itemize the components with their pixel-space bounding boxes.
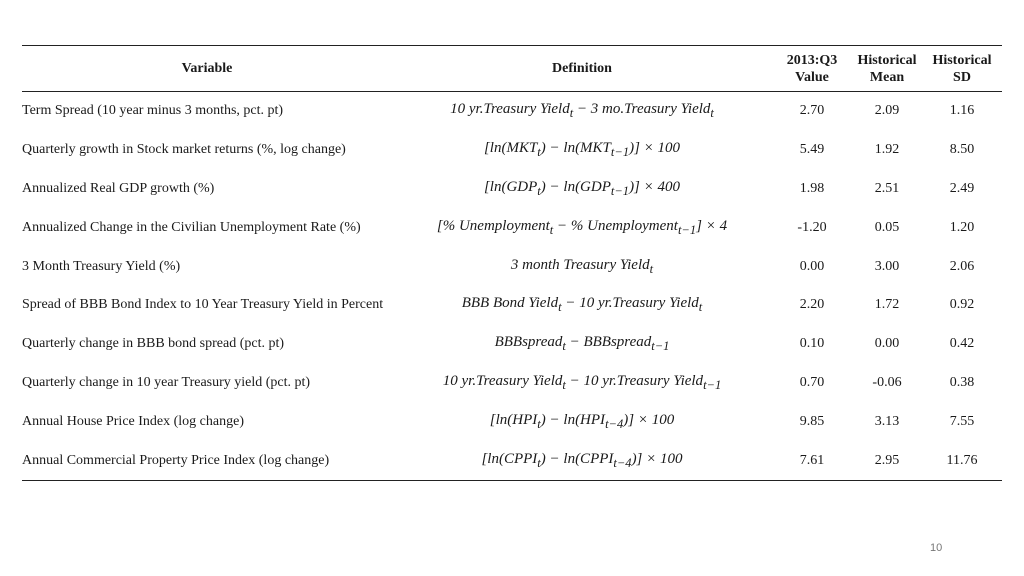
- definition-cell: $[\ln(HPI_t) - \ln(HPI_{t-4})] \times 100$: [489, 412, 675, 432]
- historical-mean-cell: 2.51: [874, 180, 900, 196]
- table-row: [22, 169, 1002, 208]
- variable-cell: Annual House Price Index (log change): [22, 414, 244, 430]
- header-definition: Definition: [392, 46, 772, 92]
- variable-cell: Annualized Change in the Civilian Unemployment Rate (%): [22, 219, 361, 235]
- header-historical-mean: Historical Mean: [852, 46, 922, 92]
- definition-cell: [% Unemployment$_t$ − % Unemployment$_{t-1}$] × 4: [436, 217, 728, 237]
- historical-mean-cell: 0.05: [874, 219, 900, 235]
- historical-mean-cell: 2.95: [852, 442, 922, 481]
- value-cell: 0.00: [799, 258, 825, 274]
- historical-mean-cell: 1.72: [874, 297, 900, 313]
- historical-sd-cell: 2.06: [949, 258, 975, 274]
- historical-sd-cell: 0.38: [949, 375, 975, 391]
- variable-cell: Annualized Real GDP growth (%): [22, 180, 215, 196]
- table-row: [22, 364, 1002, 403]
- value-cell: 5.49: [799, 141, 825, 157]
- table-row: [22, 247, 1002, 286]
- value-cell: 2.20: [799, 297, 825, 313]
- header-historical-sd: Historical SD: [922, 46, 1002, 92]
- variable-cell: 3 Month Treasury Yield (%): [22, 258, 181, 274]
- definition-cell: $[\ln(GDP_t) - \ln(GDP_{t-1})] \times 400$: [483, 178, 681, 198]
- table-header-row: [22, 46, 1002, 92]
- value-cell: 7.61: [772, 442, 852, 481]
- variable-cell: Annual Commercial Property Price Index (log change): [22, 442, 392, 481]
- table-row: [22, 325, 1002, 364]
- definition-cell: BBB Bond Yield$_t$ − 10 yr.Treasury Yield$_t$: [461, 295, 703, 315]
- historical-mean-cell: 2.09: [874, 103, 900, 119]
- historical-sd-cell: 0.92: [949, 297, 975, 313]
- definition-cell: 3 month Treasury Yield$_t$: [510, 256, 654, 276]
- variable-cell: Quarterly growth in Stock market returns (%, log change): [22, 141, 346, 157]
- variable-cell: Quarterly change in 10 year Treasury yield (pct. pt): [22, 375, 311, 391]
- variables-table: [22, 45, 1002, 481]
- value-cell: 0.70: [799, 375, 825, 391]
- definition-cell: 10 yr.Treasury Yield$_t$ − 10 yr.Treasury Yield$_{t-1}$: [442, 373, 722, 393]
- value-cell: 0.10: [799, 336, 825, 352]
- table-row: [22, 92, 1002, 131]
- table-row: [22, 442, 1002, 481]
- historical-mean-cell: 1.92: [874, 141, 900, 157]
- historical-mean-cell: 3.00: [874, 258, 900, 274]
- variable-cell: Spread of BBB Bond Index to 10 Year Treasury Yield in Percent: [22, 297, 384, 313]
- variable-cell: Quarterly change in BBB bond spread (pct. pt): [22, 336, 285, 352]
- value-cell: 1.98: [799, 180, 825, 196]
- page-number: 10: [930, 542, 943, 554]
- historical-sd-cell: 11.76: [922, 442, 1002, 481]
- variable-cell: Term Spread (10 year minus 3 months, pct. pt): [22, 103, 284, 119]
- value-cell: 2.70: [799, 103, 825, 119]
- historical-sd-cell: 2.49: [949, 180, 975, 196]
- historical-sd-cell: 8.50: [949, 141, 975, 157]
- definition-cell: [$\ln(CPPI_t)$ − $\ln(CPPI_{t-4})] \times 100$: [392, 442, 772, 481]
- value-cell: 9.85: [799, 414, 825, 430]
- value-cell: -1.20: [797, 219, 827, 235]
- historical-mean-cell: -0.06: [872, 375, 902, 391]
- table-row: [22, 130, 1002, 169]
- definition-cell: $[\ln(MKT_t) - \ln(MKT_{t-1})] \times 100$: [483, 139, 681, 159]
- table-row: [22, 286, 1002, 325]
- historical-sd-cell: 1.16: [949, 103, 975, 119]
- historical-sd-cell: 1.20: [949, 219, 975, 235]
- definition-cell: BBBspread$_t$ − BBBspread$_{t-1}$: [494, 334, 670, 354]
- historical-mean-cell: 0.00: [874, 336, 900, 352]
- table-row: [22, 208, 1002, 247]
- historical-sd-cell: 7.55: [949, 414, 975, 430]
- header-value: 2013:Q3 Value: [772, 46, 852, 92]
- header-variable: Variable: [22, 46, 392, 92]
- historical-mean-cell: 3.13: [874, 414, 900, 430]
- table-row: [22, 403, 1002, 442]
- definition-cell: 10 yr.Treasury Yield$_t$ − 3 mo.Treasury Yield$_t$: [450, 101, 714, 121]
- historical-sd-cell: 0.42: [949, 336, 975, 352]
